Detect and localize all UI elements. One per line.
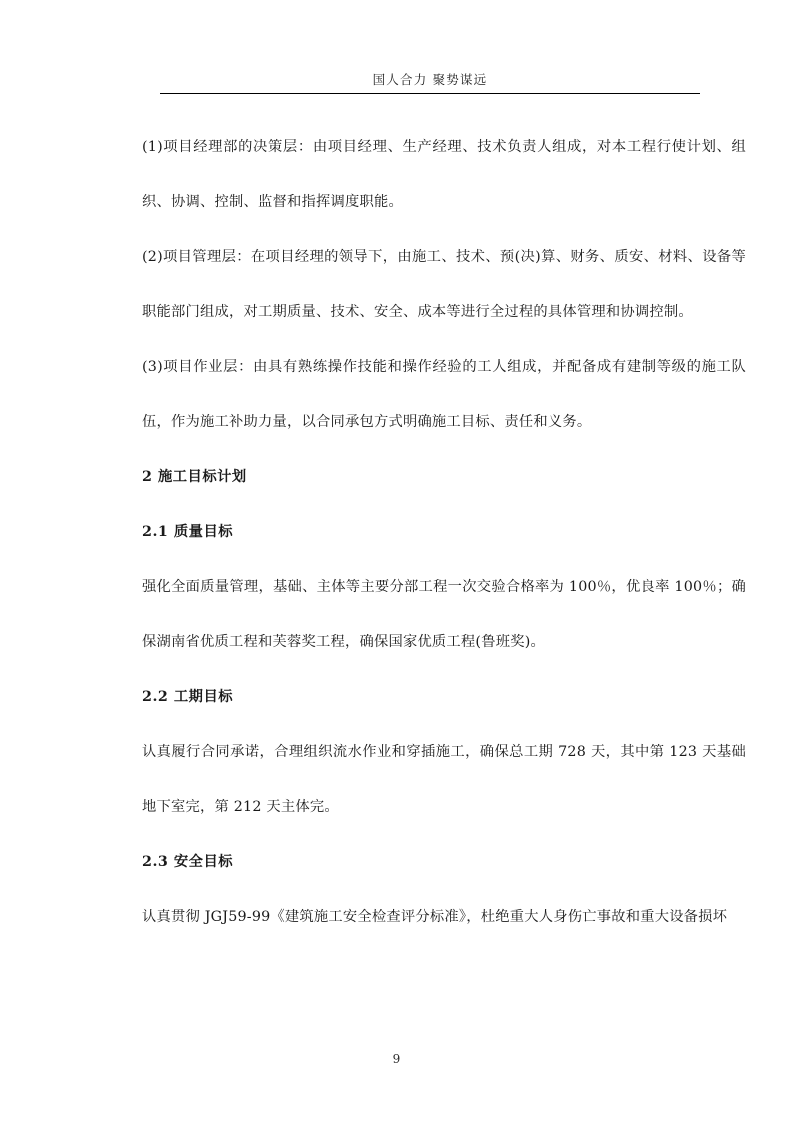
paragraph-management-layer: (2)项目管理层：在项目经理的领导下，由施工、技术、预(决)算、财务、质安、材料、设备等职能部门组成，对工期质量、技术、安全、成本等进行全过程的具体管理和协调控制。	[142, 249, 746, 320]
heading-number: 2.3	[142, 854, 169, 870]
paragraph-schedule-target-body: 认真履行合同承诺，合理组织流水作业和穿插施工，确保总工期 728 天，其中第 123 天基础地下室完，第 212 天主体完。	[142, 744, 746, 815]
heading-text: 施工目标计划	[157, 469, 247, 485]
page-footer	[0, 1048, 793, 1067]
paragraph-quality-target-body: 强化全面质量管理，基础、主体等主要分部工程一次交验合格率为 100％，优良率 100％；确保湖南省优质工程和芙蓉奖工程，确保国家优质工程(鲁班奖)。	[142, 579, 746, 650]
heading-text: 工期目标	[173, 689, 234, 705]
heading-quality-target	[142, 505, 746, 560]
heading-number: 2.2	[142, 689, 169, 705]
paragraph-safety-target-body: 认真贯彻 JGJ59-99《建筑施工安全检查评分标准》，杜绝重大人身伤亡事故和重大设备损坏	[142, 909, 728, 925]
heading-number: 2	[142, 469, 153, 485]
heading-text: 质量目标	[173, 524, 234, 540]
heading-text: 安全目标	[173, 854, 234, 870]
page-header	[160, 72, 700, 94]
paragraph-decision-layer: (1)项目经理部的决策层：由项目经理、生产经理、技术负责人组成，对本工程行使计划、组织、协调、控制、监督和指挥调度职能。	[142, 139, 746, 210]
paragraph-operation-layer: (3)项目作业层：由具有熟练操作技能和操作经验的工人组成，并配备成有建制等级的施工队伍，作为施工补助力量，以合同承包方式明确施工目标、责任和义务。	[142, 359, 746, 430]
heading-schedule-target	[142, 670, 746, 725]
heading-construction-target-plan	[142, 450, 746, 505]
page-number: 9	[392, 1052, 401, 1066]
heading-number: 2.1	[142, 524, 169, 540]
document-body	[142, 120, 746, 945]
header-divider	[160, 93, 700, 94]
heading-safety-target	[142, 835, 746, 890]
header-title: 国人合力 聚势谋远	[372, 72, 488, 87]
